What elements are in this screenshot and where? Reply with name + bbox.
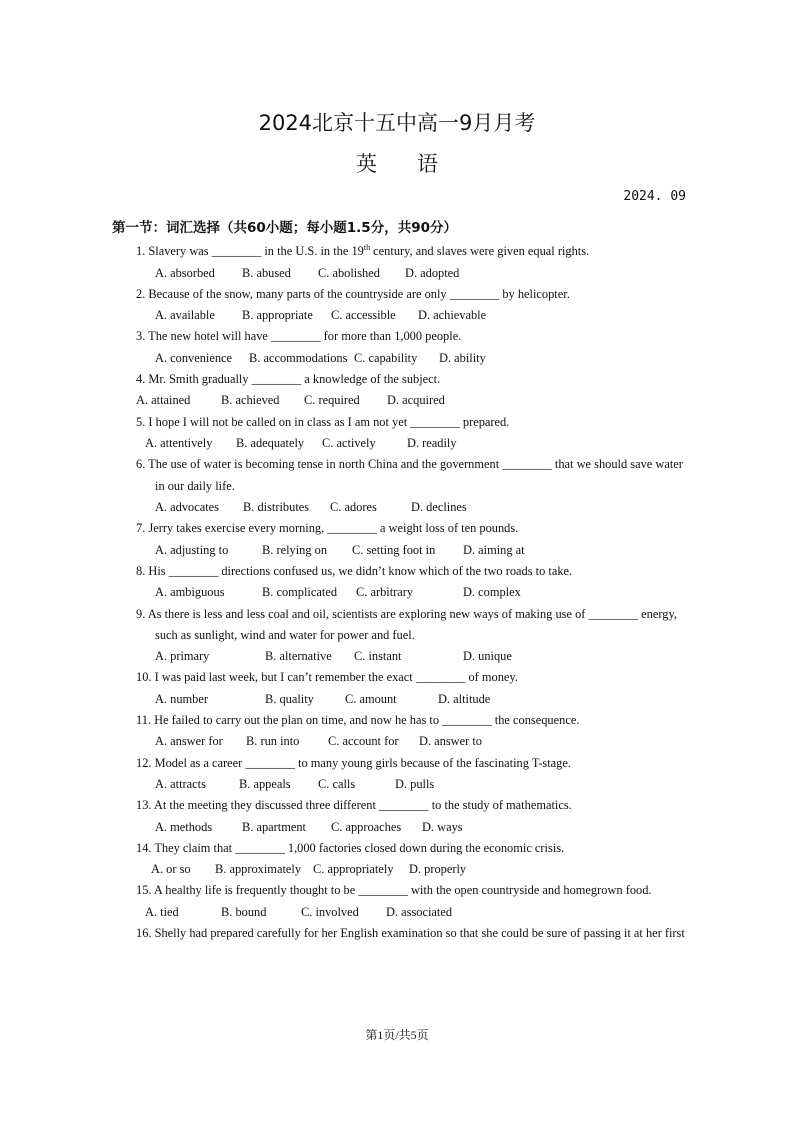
option-b: B. relying on [262, 543, 328, 557]
option-c: C. required [304, 393, 360, 407]
option-b: B. distributes [243, 500, 310, 514]
option-c: C. account for [328, 734, 399, 748]
option-d: D. properly [409, 862, 467, 876]
option-d: D. complex [463, 585, 521, 599]
option-c: C. capability [354, 351, 418, 365]
option-a: A. absorbed [155, 266, 215, 280]
option-b: B. accommodations [249, 351, 348, 365]
option-d: D. readily [407, 436, 457, 450]
option-c: C. abolished [318, 266, 380, 280]
option-a: A. ambiguous [155, 585, 225, 599]
question-1: 1. Slavery was ________ in the U.S. in the 19th century, and slaves were given equal rights. [136, 242, 590, 258]
question-15: 15. A healthy life is frequently thought to be ________ with the open countryside and homegrown food. [136, 883, 652, 897]
option-b: B. abused [242, 266, 291, 280]
question-12: 12. Model as a career ________ to many young girls because of the fascinating T-stage. [136, 756, 571, 770]
question-9: 9. As there is less and less coal and oil, scientists are exploring new ways of making use of ________ energy, [136, 607, 677, 621]
option-d: D. associated [386, 905, 453, 919]
option-c: C. arbitrary [356, 585, 414, 599]
option-a: A. attentively [145, 436, 213, 450]
option-d: D. unique [463, 649, 512, 663]
option-c: C. adores [330, 500, 377, 514]
option-d: D. declines [411, 500, 467, 514]
exam-date: 2024. 09 [623, 189, 686, 204]
question-11: 11. He failed to carry out the plan on time, and now he has to ________ the consequence. [136, 713, 580, 727]
option-a: A. advocates [155, 500, 219, 514]
option-a: A. attracts [155, 777, 206, 791]
section-heading: 第一节：词汇选择（共60小题；每小题1.5分，共90分） [112, 220, 457, 236]
question-6: 6. The use of water is becoming tense in north China and the government ________ that we should save water [136, 457, 683, 471]
option-b: B. quality [265, 692, 314, 706]
option-c: C. approaches [331, 820, 402, 834]
option-c: C. amount [345, 692, 397, 706]
option-d: D. achievable [418, 308, 487, 322]
option-d: D. ways [422, 820, 463, 834]
question-16: 16. Shelly had prepared carefully for her English examination so that she could be sure of passing it at her first [136, 926, 685, 940]
option-a: A. tied [145, 905, 179, 919]
option-b: B. appropriate [242, 308, 313, 322]
option-b: B. bound [221, 905, 267, 919]
option-a: A. convenience [155, 351, 233, 365]
option-a: A. available [155, 308, 215, 322]
question-8: 8. His ________ directions confused us, we didn’t know which of the two roads to take. [136, 564, 573, 578]
option-b: B. adequately [236, 436, 305, 450]
question-5: 5. I hope I will not be called on in class as I am not yet ________ prepared. [136, 415, 510, 429]
option-a: A. answer for [155, 734, 223, 748]
question-9-continued: such as sunlight, wind and water for power and fuel. [155, 628, 415, 642]
question-4: 4. Mr. Smith gradually ________ a knowledge of the subject. [136, 372, 441, 386]
option-c: C. setting foot in [352, 543, 436, 557]
option-b: B. complicated [262, 585, 338, 599]
option-b: B. approximately [215, 862, 302, 876]
option-d: D. acquired [387, 393, 445, 407]
question-13: 13. At the meeting they discussed three different ________ to the study of mathematics. [136, 798, 572, 812]
option-a: A. or so [151, 862, 191, 876]
option-a: A. number [155, 692, 208, 706]
option-b: B. appeals [239, 777, 291, 791]
exam-title: 2024北京十五中高一9月月考 [258, 111, 536, 135]
option-c: C. accessible [331, 308, 396, 322]
question-7: 7. Jerry takes exercise every morning, ________ a weight loss of ten pounds. [136, 521, 519, 535]
option-d: D. altitude [438, 692, 491, 706]
question-6-continued: in our daily life. [155, 479, 235, 493]
option-d: D. ability [439, 351, 486, 365]
option-c: C. involved [301, 905, 359, 919]
option-d: D. answer to [419, 734, 482, 748]
subject-title: 英语 [356, 152, 478, 176]
option-a: A. primary [155, 649, 210, 663]
option-b: B. run into [246, 734, 300, 748]
option-a: A. methods [155, 820, 213, 834]
question-3: 3. The new hotel will have ________ for more than 1,000 people. [136, 329, 462, 343]
option-b: B. apartment [242, 820, 306, 834]
question-10: 10. I was paid last week, but I can’t remember the exact ________ of money. [136, 670, 518, 684]
option-d: D. pulls [395, 777, 435, 791]
question-2: 2. Because of the snow, many parts of the countryside are only ________ by helicopter. [136, 287, 570, 301]
question-14: 14. They claim that ________ 1,000 factories closed down during the economic crisis. [136, 841, 565, 855]
option-a: A. adjusting to [155, 543, 229, 557]
option-c: C. instant [354, 649, 402, 663]
page-footer: 第1页/共5页 [365, 1028, 429, 1042]
option-b: B. achieved [221, 393, 280, 407]
option-c: C. appropriately [313, 862, 394, 876]
option-c: C. calls [318, 777, 356, 791]
option-a: A. attained [136, 393, 191, 407]
option-d: D. adopted [405, 266, 460, 280]
option-c: C. actively [322, 436, 376, 450]
option-d: D. aiming at [463, 543, 525, 557]
option-b: B. alternative [265, 649, 332, 663]
